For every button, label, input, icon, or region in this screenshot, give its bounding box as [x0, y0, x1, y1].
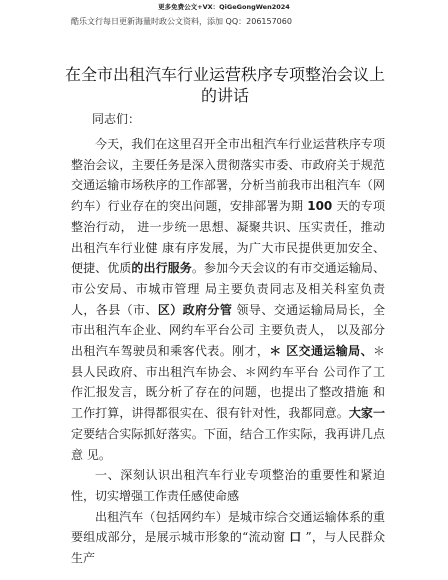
bold-text-run: 口 — [289, 530, 302, 545]
bold-text-run: 的出行服务 — [131, 261, 192, 276]
text-run: 出租汽车（包括网约车）是城市综合交通运输体系的重要组成部分，是展示城市形象的“流动窗 — [71, 509, 385, 545]
text-run: 。参加今天会议的有市交通运输局、市公安局、市城市管理 局主要负责同志及相关科室负责人，各县（市、 — [71, 261, 385, 317]
document-body — [71, 134, 385, 569]
watermark-subline: 酷乐文行每日更新海量时政公文资料，添加 QQ：206157060 — [71, 17, 292, 26]
watermark-top: 更多免费公文+VX：QiGeGongWen2024 — [158, 3, 290, 11]
text-run: 今天，我们在这里召开全市出租汽车行业运营秩序专项整治会议，主要任务是深入贯彻落实市委、市政府关于规范交通运输市场秩序的工作部署，分析当前我市出租汽车（网约车）行业存在的突出问题，安排部署为期 — [71, 137, 385, 214]
paragraph-intro — [71, 134, 385, 465]
text-run: ”，与人民群众生产 — [71, 530, 385, 566]
document-title: 在全市出租汽车行业运营秩序专项整治会议上的讲话 — [64, 65, 385, 105]
text-run: 领导、交通运输局局长，全市出租汽车企业、网约车平台公司 主要负责人， 以及部分出租汽车驾驶员和乘客代表。刚才， — [71, 302, 385, 359]
text-run: 一、深刻认识出租汽车行业专项整治的重要性和紧迫性，切实增强工作责任感使命感 — [71, 468, 385, 503]
text-run: 天的专项整治行动， 进一步统一思想、凝聚共识、压实责任，推动出租汽车行业健 康有序发展，为广大市民提供更加安全、便捷、优质 — [71, 199, 385, 276]
bold-text-run: 大家一 — [348, 406, 385, 421]
bold-text-run: 区）政府分管 — [157, 302, 233, 317]
text-run: ＊县人民政府、市出租汽车协会、＊网约车平台 公司作了工作汇报发言，既分析了存在的问题，也提出了整改措施 和工作打算，讲得都很实在、很有针对性，我都同意。 — [71, 344, 385, 421]
paragraph-body — [71, 507, 385, 569]
greeting: 同志们： — [92, 112, 141, 126]
bold-text-run: ＊ 区交通运输局、 — [269, 344, 373, 359]
text-run: 定要结合实际抓好落实。下面，结合工作实际，我再讲几点意 见。 — [71, 426, 385, 462]
bold-text-run: 100 — [307, 199, 333, 214]
paragraph-section-heading — [71, 465, 385, 506]
